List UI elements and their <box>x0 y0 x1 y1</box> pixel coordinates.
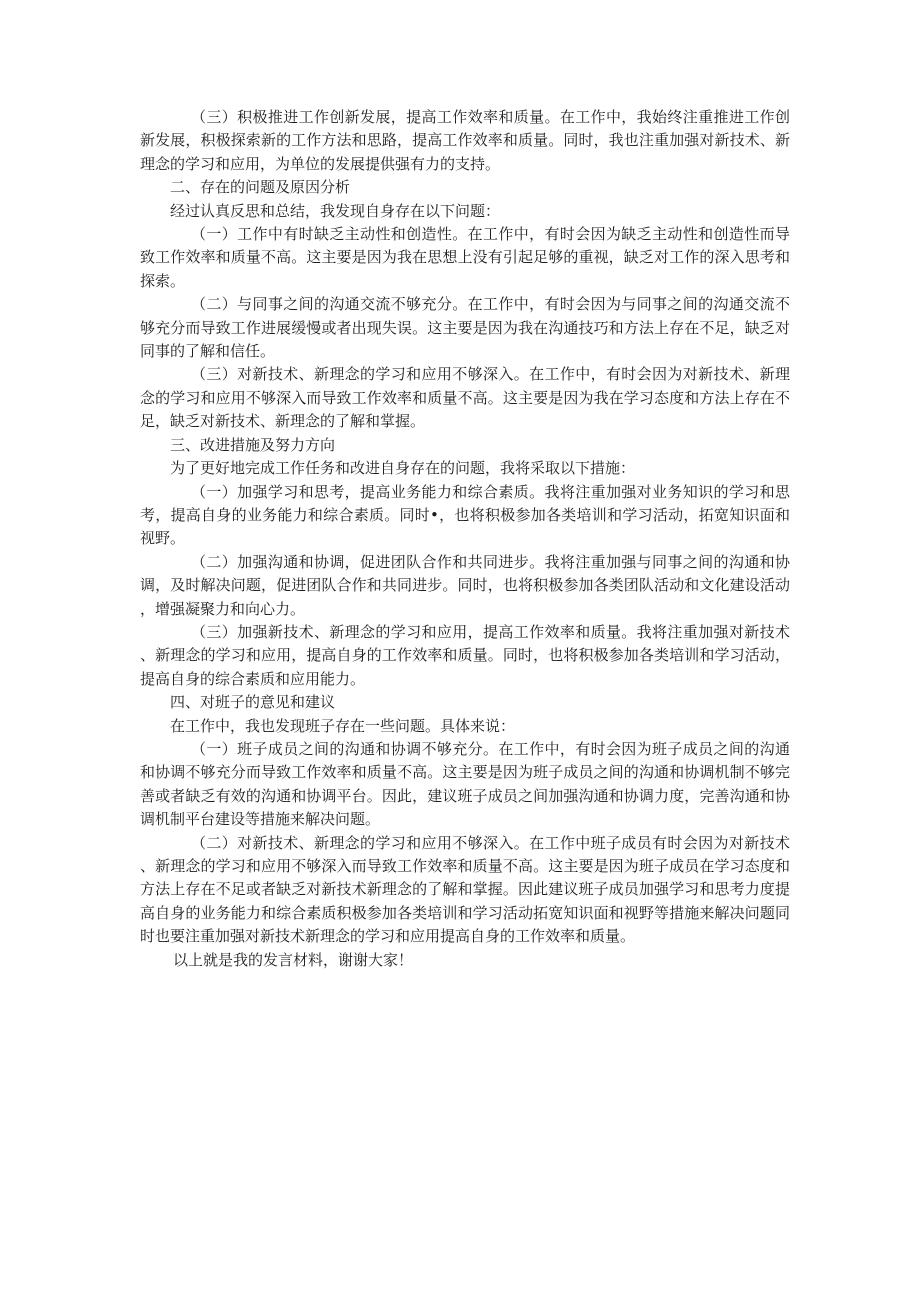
paragraph-problem-1: （一）工作中有时缺乏主动性和创造性。在工作中，有时会因为缺乏主动性和创造性而导致工作效率和质量不高。这主要是因为我在思想上没有引起足够的重视，缺乏对工作的深入思考和探索。 <box>140 225 790 290</box>
paragraph-problem-2: （二）与同事之间的沟通交流不够充分。在工作中，有时会因为与同事之间的沟通交流不够充分而导致工作进展缓慢或者出现失误。这主要是因为我在沟通技巧和方法上存在不足，缺乏对同事的了解和信任。 <box>140 295 790 361</box>
paragraph-innovation: （三）积极推进工作创新发展，提高工作效率和质量。在工作中，我始终注重推进工作创新发展，积极探索新的工作方法和思路，提高工作效率和质量。同时，我也注重加强对新技术、新理念的学习和应用，为单位的发展提供强有力的支持。 <box>140 108 790 173</box>
section-heading-problems: 二、存在的问题及原因分析 <box>170 178 351 197</box>
paragraph-measure-2: （二）加强沟通和协调，促进团队合作和共同进步。我将注重加强与同事之间的沟通和协调，及时解决问题，促进团队合作和共同进步。同时，也将积极参加各类团队活动和文化建设活动，增强凝聚力和向心力。 <box>140 552 790 618</box>
paragraph-measures-intro: 为了更好地完成工作任务和改进自身存在的问题，我将采取以下措施： <box>170 459 636 478</box>
paragraph-measure-3: （三）加强新技术、新理念的学习和应用，提高工作效率和质量。我将注重加强对新技术、新理念的学习和应用，提高自身的工作效率和质量。同时，也将积极参加各类培训和学习活动，提高自身的综合素质和应用能力。 <box>140 622 790 688</box>
paragraph-problems-intro: 经过认真反思和总结，我发现自身存在以下问题： <box>170 201 501 220</box>
document-body <box>140 106 790 972</box>
paragraph-measure-1: （一）加强学习和思考，提高业务能力和综合素质。我将注重加强对业务知识的学习和思考，提高自身的业务能力和综合素质。同时•，也将积极参加各类培训和学习活动，拓宽知识面和视野。 <box>140 482 790 548</box>
section-heading-suggestions: 四、对班子的意见和建议 <box>170 693 336 712</box>
paragraph-suggestion-2: （二）对新技术、新理念的学习和应用不够深入。在工作中班子成员有时会因为对新技术、新理念的学习和应用不够深入而导致工作效率和质量不高。这主要是因为班子成员在学习态度和方法上存在不足或者缺乏对新技术新理念的了解和掌握。因此建议班子成员加强学习和思考力度提高自身的业务能力和综合素质积极参加各类培训和学习活动拓宽知识面和视野等措施来解决问题同时也要注重加强对新技术新理念的学习和应用提高自身的工作效率和质量。 <box>140 833 790 946</box>
paragraph-suggestion-1: （一）班子成员之间的沟通和协调不够充分。在工作中，有时会因为班子成员之间的沟通和协调不够充分而导致工作效率和质量不高。这主要是因为班子成员之间的沟通和协调机制不够完善或者缺乏有效的沟通和协调平台。因此，建议班子成员之间加强沟通和协调力度，完善沟通和协调机制平台建设等措施来解决问题。 <box>140 739 790 829</box>
paragraph-suggestions-intro: 在工作中，我也发现班子存在一些问题。具体来说： <box>170 716 516 735</box>
section-heading-measures: 三、改进措施及努力方向 <box>170 435 336 454</box>
paragraph-problem-3: （三）对新技术、新理念的学习和应用不够深入。在工作中，有时会因为对新技术、新理念的学习和应用不够深入而导致工作效率和质量不高。这主要是因为我在学习态度和方法上存在不足，缺乏对新技术、新理念的了解和掌握。 <box>140 365 790 431</box>
paragraph-closing: 以上就是我的发言材料，谢谢大家！ <box>173 950 414 969</box>
